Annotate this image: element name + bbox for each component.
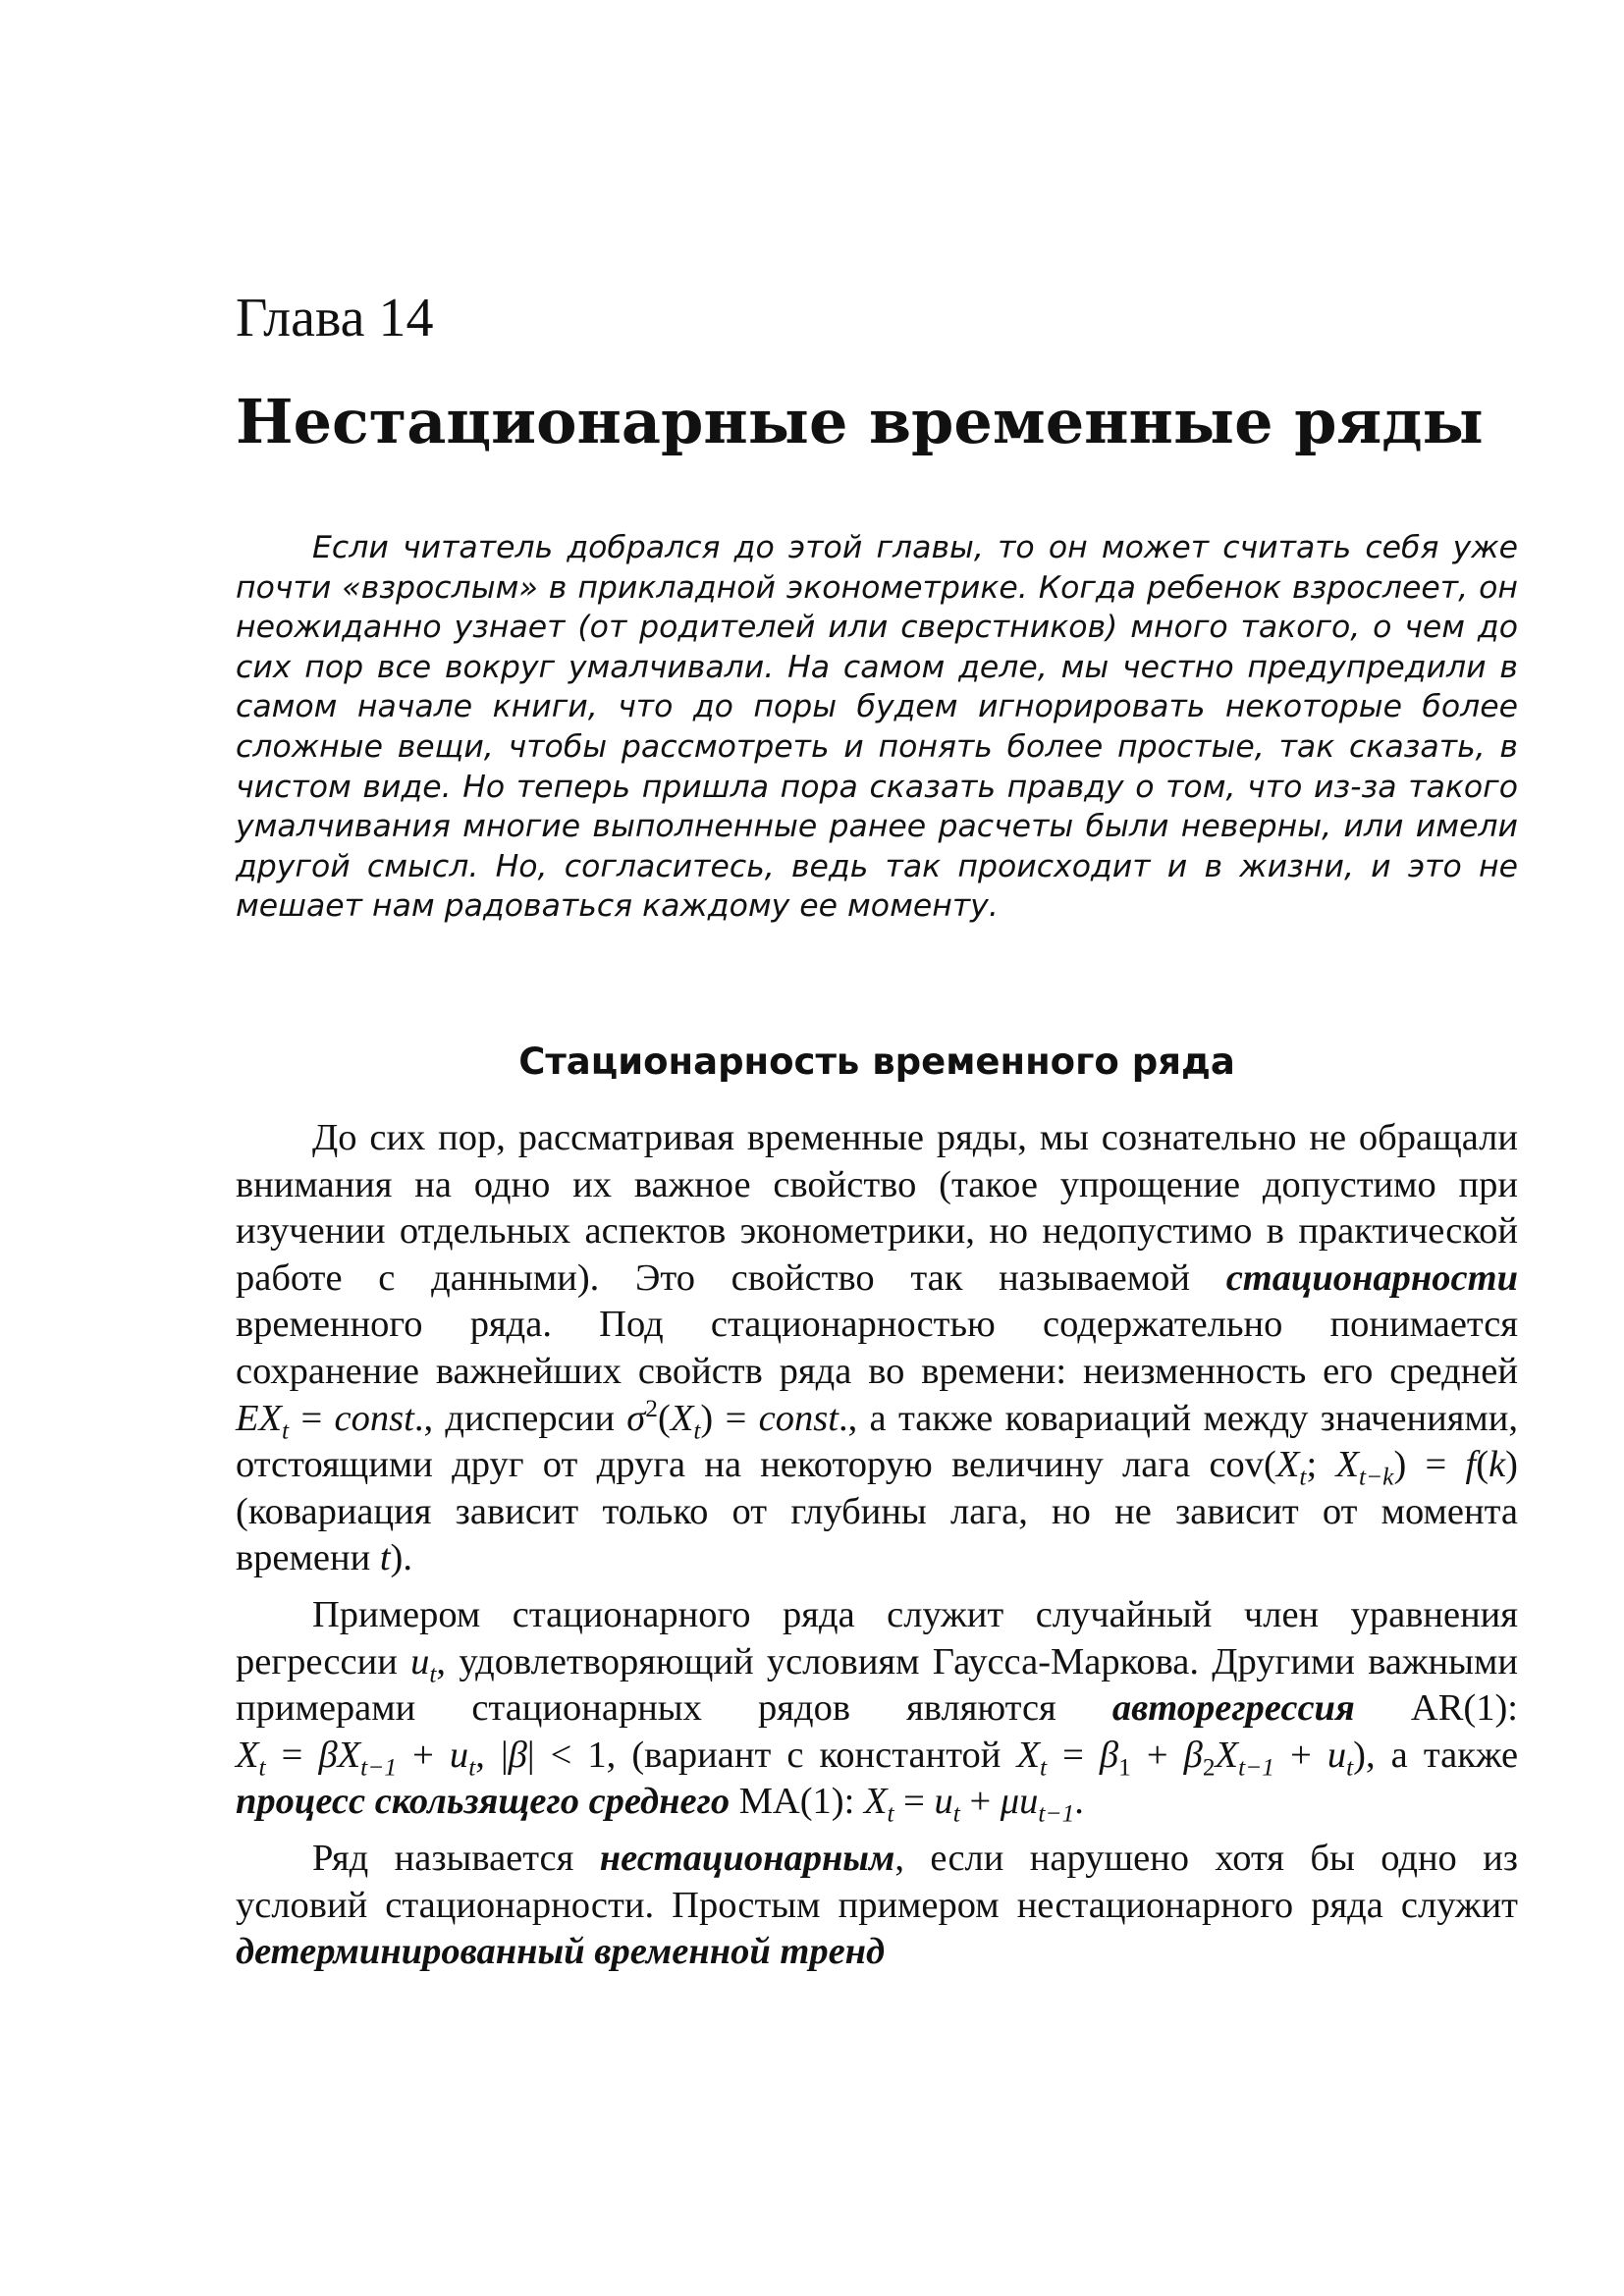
chapter-label: Глава 14: [236, 288, 434, 348]
section-title: Стационарность временного ряда: [518, 1041, 1235, 1083]
chapter-title: Нестационарные временные ряды: [236, 386, 1484, 457]
formula-ar1: $X_t = \beta X_{t-1} + u_t$, |β| < 1: [236, 1734, 607, 1782]
formula-mean: $EX_t$ = const.: [236, 1397, 424, 1445]
formula-variance: $\sigma^2(X_t)$ = const.: [626, 1394, 848, 1445]
formula-ar1-const: $X_t = \beta_1 + \beta_2X_{t-1} + u_t$: [1016, 1734, 1354, 1782]
formula-t: t: [379, 1537, 391, 1579]
term-autoregression: авторегрессия: [1111, 1687, 1355, 1730]
term-moving-average: процесс скользящего среднего: [236, 1781, 731, 1823]
body-text: [236, 1115, 1518, 1986]
epigraph: Если читатель добрался до этой главы, то он может считать себя уже почти «взрослым» в прикладной эконометрике. Когда ребенок взрослеет, он неожиданно узнает (от родителей или сверстников) много такого, о чем до сих пор все вокруг умалчивали. На самом деле, мы честно предупредили в самом начале книги, что до поры будем игнорировать некоторые более сложные вещи, чтобы рассмотреть и понять более простые, так сказать, в чистом виде. Но теперь пришла пора сказать правду о том, что из-за такого умалчивания многие выполненные ранее расчеты были неверны, или имели другой смысл. Но, согласитесь, ведь так происходит и в жизни, и это не мешает нам радоваться каждому ее моменту.: [236, 530, 1518, 925]
paragraph-nonstationary: Ряд называется нестационарным, если нарушено хотя бы одно из условий стационарности. Простым примером нестационарного ряда служит детерминированный временной тренд: [236, 1837, 1519, 1973]
formula-ut: $u_t$: [410, 1640, 437, 1688]
paragraph-stationarity-definition: До сих пор, рассматривая временные ряды, мы сознательно не обращали внимания на одно их важное свойство (такое упрощение допустимо при изучении отдельных аспектов эконометрики, но недопустимо в практической работе с данными). Это свойство так называемой стационарности временного ряда. Под стационарностью содержательно понимается сохранение важнейших свойств ряда во времени: неизменность его средней $EX_t$ = const., дисперсии $\sigma^2(X_t)$ = const., а также ковариаций между значениями, отстоящими друг от друга на некоторую величину лага $cov(X_t$; $X_{t-k}) = f(k)$ (ковариация зависит только от глубины лага, но не зависит от момента времени t).: [236, 1117, 1519, 1579]
paragraph-stationary-examples: Примером стационарного ряда служит случайный член уравнения регрессии $u_t$, удовлетворяющий условиям Гаусса-Маркова. Другими важными примерами стационарных рядов являются авторегрессия AR(1): $X_t = \beta X_{t-1} + u_t$, |β| < 1, (вариант с константой $X_t = \beta_1 + \beta_2X_{t-1} + u_t$), а также процесс скользящего среднего MA(1): $X_t = u_t + \mu u_{t-1}$.: [236, 1593, 1519, 1828]
formula-ma1: $X_t = u_t + \mu u_{t-1}$.: [863, 1781, 1084, 1828]
term-nonstationary: нестационарным: [599, 1837, 895, 1879]
term-deterministic-trend: детерминированный временной тренд: [236, 1931, 886, 1973]
term-stationarity: стационарности: [1225, 1256, 1519, 1299]
formula-covariance: $cov(X_t$; $X_{t-k}) = f(k)$: [1209, 1444, 1518, 1491]
